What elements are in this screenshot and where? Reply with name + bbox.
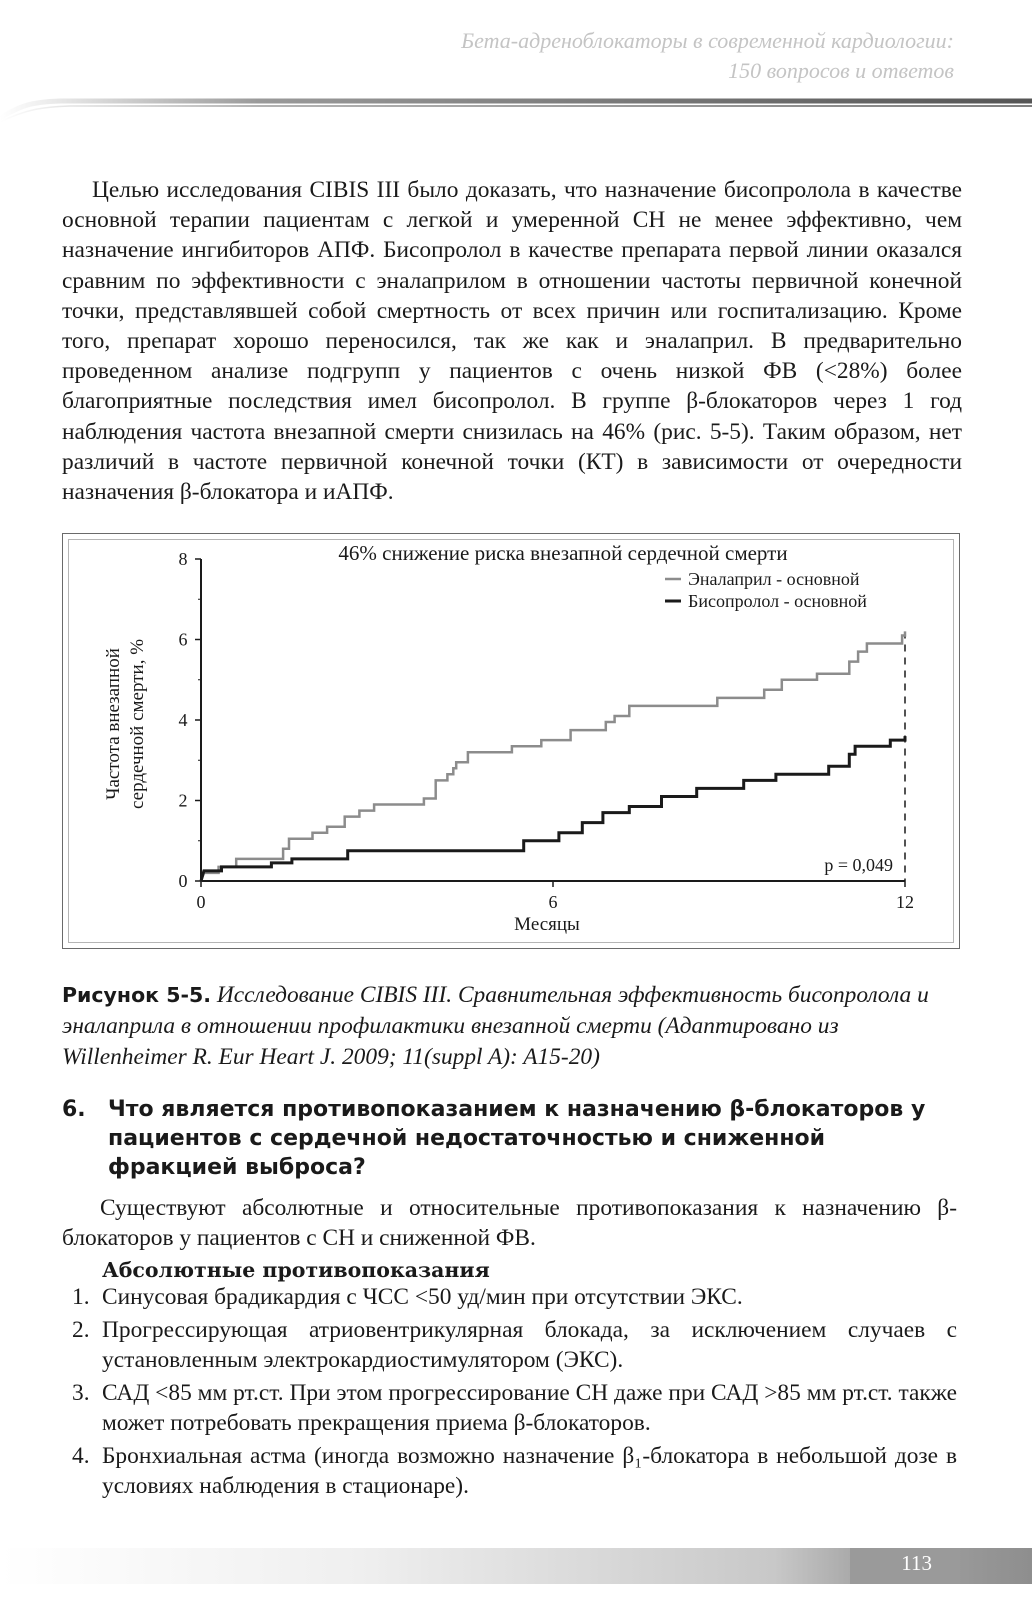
chart-y-label-line-1: Частота внезапной xyxy=(103,648,124,800)
list-item-text: САД <85 мм рт.ст. При этом прогрессирование СН даже при САД >85 мм рт.ст. также может потребовать прекращения приема β-блокаторов. xyxy=(102,1380,957,1436)
chart-y-label-line-2: сердечной смерти, % xyxy=(127,638,148,810)
running-header xyxy=(461,26,954,86)
header-rule xyxy=(0,96,1032,126)
chart-legend xyxy=(665,569,867,611)
sudden-death-chart xyxy=(63,534,961,950)
legend-label-enalapril: Эналаприл - основной xyxy=(688,569,860,589)
legend-label-bisoprolol: Бисопролол - основной xyxy=(688,591,867,611)
list-item-number: 1. xyxy=(72,1284,90,1310)
chart-y-tick-label: 2 xyxy=(178,790,188,811)
chart-x-tick-label: 6 xyxy=(548,892,558,912)
answer-intro xyxy=(62,1193,957,1253)
answer-intro-text: Существуют абсолютные и относительные противопоказания к назначению β-блокаторов у пациентов с СН и сниженной ФВ. xyxy=(62,1195,957,1251)
running-header-line-1: Бета-адреноблокаторы в современной кардиологии: xyxy=(461,28,954,53)
contraindications-list xyxy=(72,1282,957,1504)
chart-x-tick-label: 12 xyxy=(896,892,914,912)
absolute-contraindications-heading: Абсолютные противопоказания xyxy=(102,1258,490,1282)
list-item xyxy=(72,1378,957,1438)
chart-x-label: Месяцы xyxy=(514,914,580,935)
list-item-text: Прогрессирующая атриовентрикулярная блокада, за исключением случаев с установленным электрокардиостимулятором (ЭКС). xyxy=(102,1317,957,1373)
series-line-enalapril xyxy=(201,631,905,881)
list-item xyxy=(72,1441,957,1501)
list-item-text: Бронхиальная астма (иногда возможно назначение β₁-блокатора в небольшой дозе в условиях наблюдения в стационаре). xyxy=(102,1443,957,1499)
figure-caption-label: Рисунок 5-5. xyxy=(62,983,212,1007)
page-number: 113 xyxy=(901,1551,932,1575)
list-item-number: 4. xyxy=(72,1443,90,1469)
question-text: Что является противопоказанием к назначению β-блокаторов у пациентов с сердечной недостаточностью и сниженной фракцией выброса? xyxy=(108,1097,926,1180)
question-number: 6. xyxy=(62,1097,86,1122)
list-item-text: Синусовая брадикардия с ЧСС <50 уд/мин при отсутствии ЭКС. xyxy=(102,1284,743,1310)
body-paragraph xyxy=(62,175,962,507)
chart-y-tick-label: 4 xyxy=(178,710,188,730)
chart-title: 46% снижение риска внезапной сердечной смерти xyxy=(338,541,788,565)
series-line-bisoprolol xyxy=(201,736,905,881)
list-item xyxy=(72,1315,957,1375)
list-item-number: 2. xyxy=(72,1317,90,1343)
running-header-line-2: 150 вопросов и ответов xyxy=(728,58,954,83)
footer-bar xyxy=(0,1548,1032,1584)
figure-caption-text: Исследование CIBIS III. Сравнительная эффективность бисопролола и эналаприла в отношении профилактики внезапной смерти (Адаптировано из Willenheimer R. Eur Heart J. 2009; 11(suppl A): A15-20) xyxy=(62,982,929,1070)
chart-p-value: p = 0,049 xyxy=(824,855,893,875)
chart-y-tick-label: 8 xyxy=(178,549,188,569)
chart-x-tick-label: 0 xyxy=(196,892,206,912)
figure-5-5 xyxy=(62,533,960,949)
figure-caption xyxy=(62,980,962,1073)
chart-series xyxy=(201,631,905,881)
list-item-number: 3. xyxy=(72,1380,90,1406)
question-heading xyxy=(62,1095,962,1182)
body-paragraph-text: Целью исследования CIBIS III было доказать, что назначение бисопролола в качестве основной терапии пациентам с легкой и умеренной СН не менее эффективно, чем назначение ингибиторов АПФ. Бисопролол в качестве препарата первой линии оказался сравним по эффективности с эналаприлом в отношении частоты первичной конечной точки, представлявшей собой смертность от всех причин или госпитализацию. Кроме того, препарат хорошо переносился, так же как и эналаприл. В предварительно проведенном анализе подгрупп у пациентов с очень низкой ФВ (<28%) более благоприятные последствия имел бисопролол. В группе β-блокаторов через 1 год наблюдения частота внезапной смерти снизилась на 46% (рис. 5-5). Таким образом, нет различий в частоте первичной конечной точки (КТ) в зависимости от очередности назначения β-блокатора и иАПФ. xyxy=(62,177,962,506)
chart-y-tick-label: 0 xyxy=(178,871,188,891)
chart-y-tick-label: 6 xyxy=(178,629,188,650)
list-item xyxy=(72,1282,957,1312)
